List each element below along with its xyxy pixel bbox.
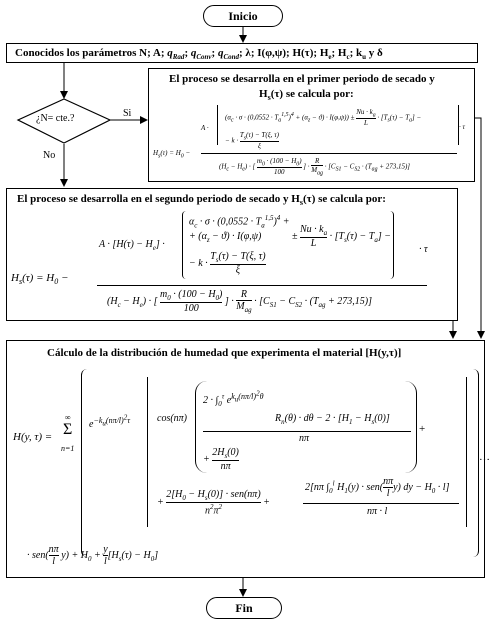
end-label: Fin <box>235 600 253 615</box>
first-period-title-line2: $H_s(\tau)$ se calcula por: <box>259 88 354 103</box>
second-formula-row1: $\alpha_c \cdot \sigma \cdot (0,0552 \cdot T_a^{1,5})^4$ + <box>189 214 290 230</box>
humidity-integral: $2 \cdot \int_0^\tau$ $e^{k_u(n\pi/l)^2\theta}$ <box>203 389 264 408</box>
first-formula-lhs: $H_s(\tau) = H_0$ − <box>153 149 191 160</box>
first-formula-row2: − k · $\frac{T_s(\tau) - T(\xi, \tau)}{\xi}$ <box>225 131 279 151</box>
known-parameters-box <box>6 43 478 63</box>
humidity-rn: $R_n(\theta) \cdot d\theta - 2 \cdot [H_1 - H_s(0)]$ <box>275 413 390 426</box>
decision-yes-label: Si <box>123 108 132 119</box>
first-formula-row1: $(\alpha_c \cdot \sigma \cdot (0,0552 \cdot T_a^{1,5})^4 + (\alpha_z - ϑ) \cdot I(\varphi,\psi))$ ± $\frac{Nu \cdot k_a}{L}$ · $[T_s(\tau) - T_a]$ − <box>225 108 422 128</box>
decision-question: ¿N= cte.? <box>36 113 75 124</box>
first-period-box <box>148 68 475 182</box>
second-formula-row3: − k · $\frac{T_s(\tau) - T(\xi, \tau)}{\xi}$ <box>189 251 266 276</box>
second-formula-fraction-line <box>97 285 427 286</box>
second-formula-tau: · τ <box>419 244 428 255</box>
humidity-plus-right: + <box>419 423 426 435</box>
second-formula-lhs: $H_s(\tau) = H_0$ − <box>11 272 69 287</box>
humidity-tail: · sen( $\frac{n\pi}{l}$ $y) + H_0$ + $\frac{y}{l}$ $[H_s(\tau) - H_0]$ <box>27 544 159 567</box>
humidity-frac3-den: nπ · l <box>367 506 388 517</box>
humidity-exponential: $e^{-k_u(n\pi/l)^2\tau}$ <box>89 413 131 430</box>
first-formula-denominator: $(H_c - H_e)$ · [ $\frac{m_0 \cdot (100 - H_0)}{100}$ ] · R $M_{ag}$ · $[C_{S1} - C_{S2} \cdot (T_{ag} + 273,15)]$ <box>219 157 411 177</box>
humidity-frac3-line <box>303 503 459 504</box>
second-formula-denominator: $(H_c - H_e)$ · [ $\frac{m_0 \cdot (100 - H_0)}{100}$ ] · R $M_{ag}$ · $[C_{S1} - C_{S2} \cdot (T_{ag} + 273,15)]$ <box>107 289 373 314</box>
second-period-box <box>6 188 458 321</box>
end-terminal <box>206 597 282 619</box>
humidity-frac1-line <box>203 431 411 432</box>
first-formula-A: A · <box>201 124 209 132</box>
start-terminal <box>203 5 283 27</box>
second-formula-row2: + $(\alpha_z - ϑ) \cdot I(\varphi,\psi)$ <box>189 231 262 244</box>
humidity-sum-bottom: n=1 <box>61 444 75 453</box>
second-formula-A: $A \cdot [H(\tau) - H_e]$ · <box>99 239 165 252</box>
first-period-title-line1: El proceso se desarrolla en el primer periodo de secado y <box>169 73 435 85</box>
humidity-sum-top: ∞ <box>65 413 71 422</box>
humidity-frac1-den: nπ <box>299 433 310 444</box>
first-formula-fraction-line <box>201 153 457 154</box>
humidity-third-num: 2[nπ $\int_0^l$ $H_1(y) \cdot sen$( $\frac{n\pi}{l}$ y) dy − $H_0 \cdot l$] <box>305 476 450 499</box>
humidity-sum-sigma: Σ <box>63 421 73 438</box>
start-label: Inicio <box>228 8 258 23</box>
humidity-two-hs0: + $\frac{2H_s(0)}{n\pi}$ <box>203 447 239 472</box>
first-formula-tau: · τ <box>459 123 466 131</box>
humidity-cos: cos(nπ) <box>157 413 187 424</box>
decision-no-label: No <box>43 150 56 161</box>
humidity-title: Cálculo de la distribución de humedad que experimenta el material [H(y,τ)] <box>47 347 402 359</box>
second-formula-plus-minus: ± $\frac{Nu \cdot k_a}{L}$ · $[T_s(\tau) - T_a]$ − <box>292 224 391 249</box>
humidity-lhs: H(y, τ) = <box>13 431 53 443</box>
second-period-title: El proceso se desarrolla en el segundo periodo de secado y $H_s(\tau)$ se calcula por: <box>17 193 386 208</box>
humidity-second-term: + $2[H_0 - H_s(0)] \cdot sen(n\pi)$ $n^2\pi^2$ + <box>157 489 270 517</box>
known-parameters-text: Conocidos los parámetros N; A; $q_{Rad}$; $q_{Conv}$; $q_{Cond}$; λ; I(φ,ψ); H(τ); $H_e$; $H_c$; $k_u$ y δ <box>15 47 383 62</box>
humidity-right-dots: … <box>479 451 490 463</box>
humidity-box <box>6 340 490 578</box>
